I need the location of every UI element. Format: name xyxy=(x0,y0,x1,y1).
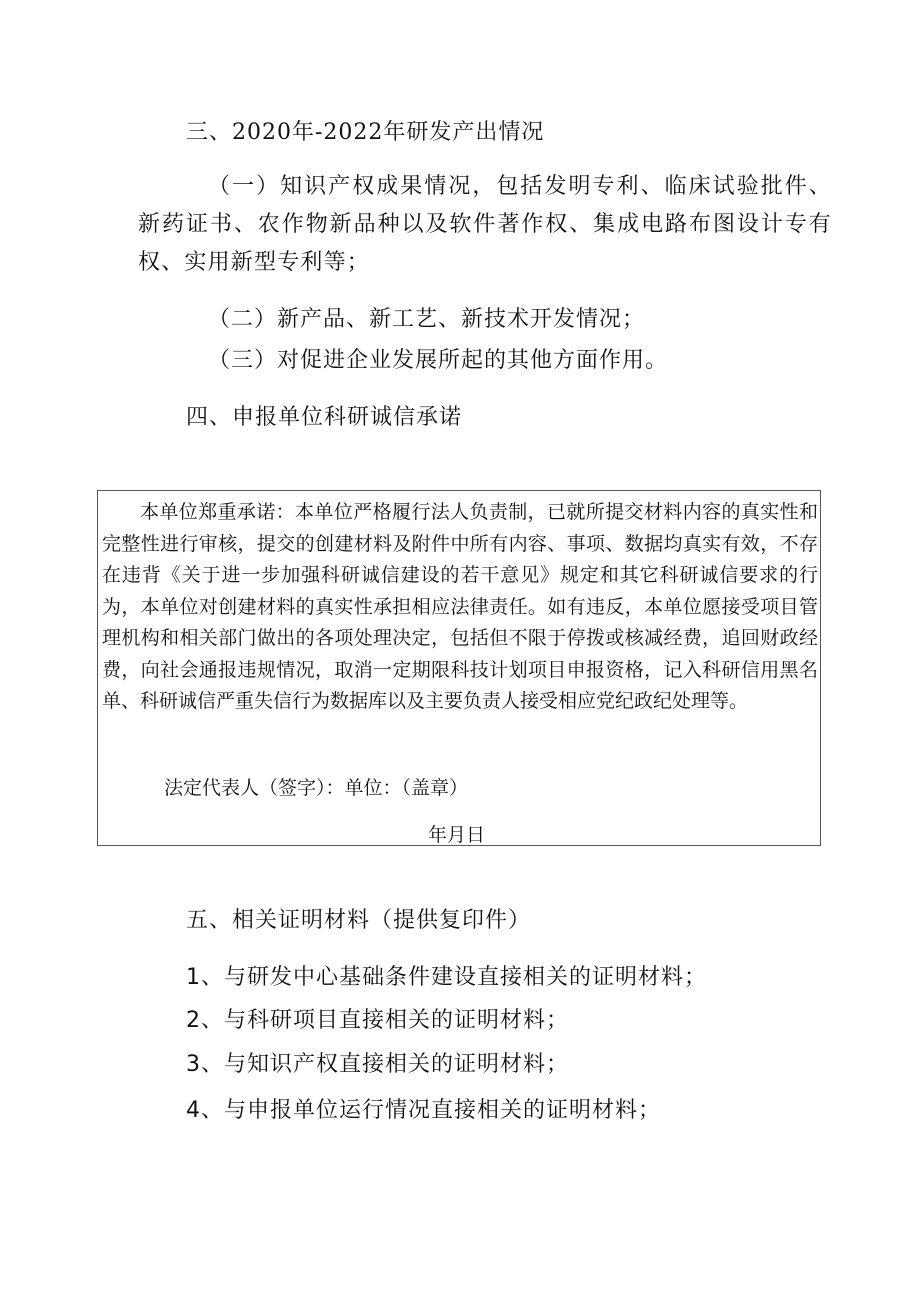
evidence-item-number: 3 xyxy=(186,1052,201,1077)
evidence-item-text: 、与科研项目直接相关的证明材料； xyxy=(201,1008,570,1033)
integrity-pledge-box xyxy=(97,490,821,846)
evidence-item-number: 2 xyxy=(186,1008,201,1033)
section-3-item-1: （一）知识产权成果情况，包括发明专利、临床试验批件、新药证书、农作物新品种以及软件著作权、集成电路布图设计专有权、实用新型专利等； xyxy=(138,174,832,275)
evidence-item-3 xyxy=(186,1050,569,1080)
evidence-item-2 xyxy=(186,1006,569,1036)
section-3-item-3: （三）对促进企业发展所起的其他方面作用。 xyxy=(208,348,669,373)
evidence-item-text: 、与知识产权直接相关的证明材料； xyxy=(201,1052,570,1077)
pledge-body: 本单位郑重承诺：本单位严格履行法人负责制，已就所提交材料内容的真实性和完整性进行审核，提交的创建材料及附件中所有内容、事项、数据均真实有效，不存在违背《关于进一步加强科研诚信建设的若干意见》规定和其它科研诚信要求的行为，本单位对创建材料的真实性承担相应法律责任。如有违反，本单位愿接受项目管理机构和相关部门做出的各项处理决定，包括但不限于停拨或核减经费，追回财政经费，向社会通报违规情况，取消一定期限科技计划项目申报资格，记入科研信用黑名单、科研诚信严重失信行为数据库以及主要负责人接受相应党纪政纪处理等。 xyxy=(102,501,818,712)
section-5-heading: 五、相关证明材料（提供复印件） xyxy=(186,908,532,933)
pledge-signature-line: 法定代表人（签字）：单位：（盖章） xyxy=(164,777,469,799)
evidence-item-4 xyxy=(186,1096,661,1126)
evidence-item-text: 、与申报单位运行情况直接相关的证明材料； xyxy=(201,1098,662,1123)
section-3-item-2: （二）新产品、新工艺、新技术开发情况； xyxy=(208,307,646,332)
evidence-item-number: 4 xyxy=(186,1098,201,1123)
evidence-item-text: 、与研发中心基础条件建设直接相关的证明材料； xyxy=(201,965,708,990)
section-3-heading: 三、2020年-2022年研发产出情况 xyxy=(186,120,545,145)
section-4-heading: 四、申报单位科研诚信承诺 xyxy=(186,405,463,430)
evidence-item-number: 1 xyxy=(186,965,201,990)
evidence-item-1 xyxy=(186,963,707,993)
pledge-date-line: 年月日 xyxy=(428,824,486,846)
